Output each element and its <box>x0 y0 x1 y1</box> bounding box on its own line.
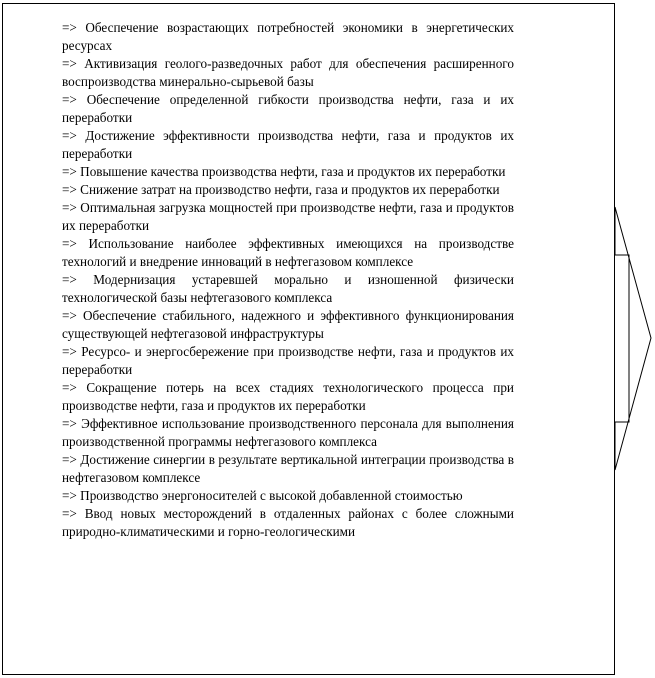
list-item: => Эффективное использование производственного персонала для выполнения производственной программы нефтегазового комплекса <box>62 416 514 449</box>
list-item: => Модернизация устаревшей морально и изношенной физически технологической базы нефтегазового комплекса <box>62 272 514 305</box>
text-box <box>2 3 615 675</box>
list-item: => Достижение синергии в результате вертикальной интеграции производства в нефтегазовом комплексе <box>62 452 514 485</box>
list-item: => Повышение качества производства нефти, газа и продуктов их переработки <box>62 164 506 179</box>
list-item: => Обеспечение возрастающих потребностей экономики в энергетических ресурсах <box>62 20 514 53</box>
list-item: => Оптимальная загрузка мощностей при производстве нефти, газа и продуктов их переработки <box>62 200 514 233</box>
list-item: => Снижение затрат на производство нефти, газа и продуктов их переработки <box>62 182 500 197</box>
list-item: => Обеспечение определенной гибкости производства нефти, газа и их переработки <box>62 92 514 125</box>
goals-list <box>62 19 514 541</box>
list-item: => Использование наиболее эффективных имеющихся на производстве технологий и внедрение инноваций в нефтегазовом комплексе <box>62 236 514 269</box>
list-item: => Обеспечение стабильного, надежного и эффективного функционирования существующей нефтегазовой инфраструктуры <box>62 308 514 341</box>
list-item: => Сокращение потерь на всех стадиях технологического процесса при производстве нефти, газа и продуктов их переработки <box>62 380 514 413</box>
list-item: => Производство энергоносителей с высокой добавленной стоимостью <box>62 488 463 503</box>
list-item: => Активизация геолого-разведочных работ для обеспечения расширенного воспроизводства минерально-сырьевой базы <box>62 56 514 89</box>
list-item: => Достижение эффективности производства нефти, газа и продуктов их переработки <box>62 128 514 161</box>
list-item: => Ввод новых месторождений в отдаленных районах с более сложными природно-климатическими и горно-геологическими <box>62 506 514 539</box>
list-item: => Ресурсо- и энергосбережение при производстве нефти, газа и продуктов их переработки <box>62 344 514 377</box>
right-arrow-shape <box>614 206 655 471</box>
